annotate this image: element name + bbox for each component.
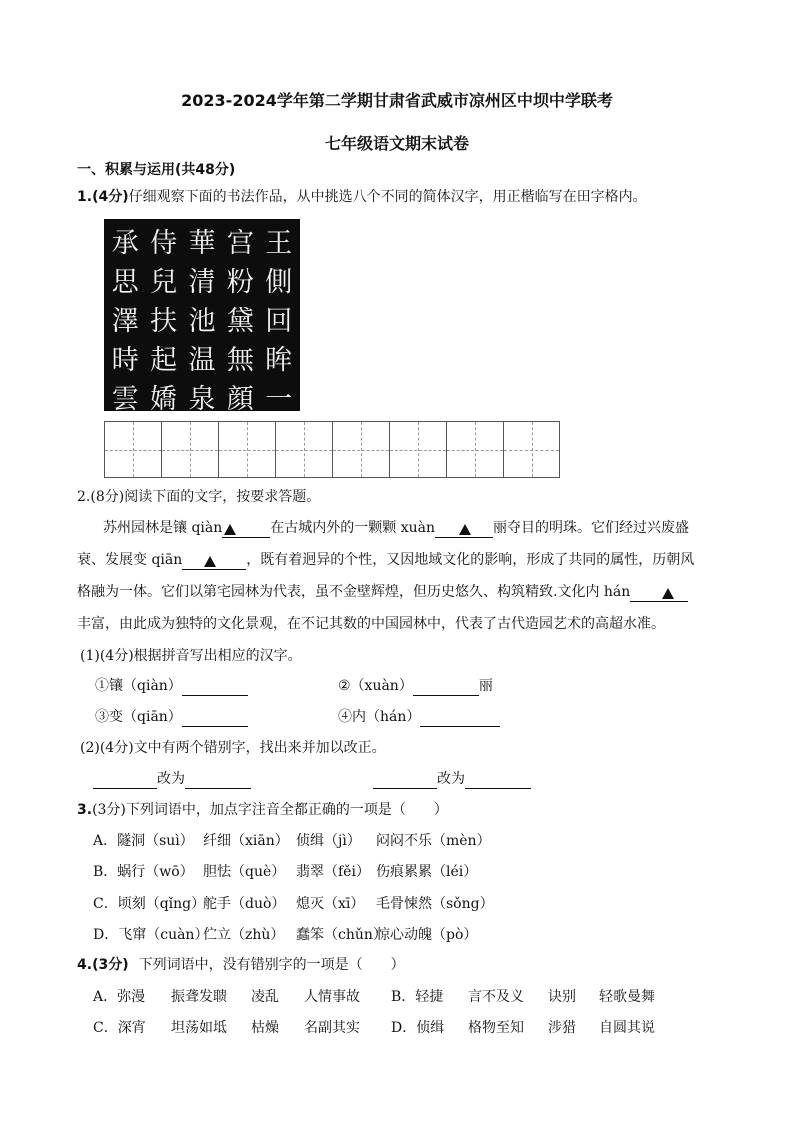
calligraphy-char: 眸 [265,345,293,376]
q4-score: (3分) [92,957,129,973]
q3-option-word: 胆怯（què） [203,864,286,880]
q4-option-word: 自圆其说 [599,1020,655,1036]
passage-text: 丽夺目的明珠。它们经过兴废盛 [493,520,689,536]
calligraphy-artwork [104,219,300,415]
q4-option-word: 凌乱 [251,989,279,1005]
passage-line-4: 丰富，由此成为独特的文化景观，在不记其数的中国园林中，代表了古代造园艺术的高超水准。 [77,616,665,632]
tian-grid [104,421,560,478]
q4-option-word: 枯燥 [251,1020,279,1036]
calligraphy-char: 温 [188,345,216,376]
q3-number: 3. [77,802,93,818]
q3-stem [77,800,448,820]
q3-option-word: 蠢笨（chǔn） [296,927,387,943]
wrong-char-blank[interactable] [93,772,157,789]
q3-option-word: 伤痕累累（léi） [376,864,478,880]
tian-grid-cell[interactable] [218,421,275,478]
pinyin-item: ③变（qiān） [95,709,182,725]
q4-option-word: 振聋发聩 [171,989,227,1005]
calligraphy-char: 池 [188,306,216,337]
calligraphy-char: 王 [265,228,293,259]
q4-option[interactable]: C．深宵 [93,1020,146,1036]
q4-option[interactable]: B．轻捷 [391,989,444,1005]
pinyin-item: ①镶（qiàn） [95,678,182,694]
blank-qian2[interactable] [182,553,246,570]
q3-option-B[interactable]: B．蜗行（wō） [93,864,194,880]
q3-option-D[interactable]: D．飞窜（cuàn） [93,927,209,943]
q3-option-word: 纤细（xiān） [203,833,289,849]
triangle-icon [204,556,216,567]
calligraphy-char: 嬌 [150,384,178,415]
tian-grid-cell[interactable] [389,421,446,478]
blank-qian[interactable] [222,521,270,538]
passage-line-3 [77,582,688,602]
tian-grid-cell[interactable] [332,421,389,478]
q3-option-word: 翡翠（fěi） [296,864,370,880]
q1-stem [77,187,647,207]
wrong-char-blank[interactable] [373,772,437,789]
q3-option-word: 熄灭（xī） [296,896,365,912]
calligraphy-char: 側 [265,267,293,298]
calligraphy-char: 黛 [226,306,254,337]
q4-option-word: 格物至知 [468,1020,524,1036]
q1-score: (4分) [92,189,129,205]
q3-option-word: 舵手（duò） [203,896,286,912]
pinyin-item: ④内（hán） [338,709,421,725]
q3-text: 下列词语中，加点字注音全都正确的一项是（ ） [125,802,448,818]
tian-grid-cell[interactable] [104,421,161,478]
q3-option-A[interactable]: A．隧洞（suì） [93,833,194,849]
calligraphy-char: 清 [188,267,216,298]
calligraphy-char: 粉 [226,267,254,298]
q4-stem [77,955,405,975]
passage-text: 在古城内外的一颗颗 xuàn [270,520,435,536]
q3-option-word: 侦缉（jì） [296,833,361,849]
section-heading: 一、积累与运用(共48分) [77,162,236,178]
q4-option-word: 名副其实 [304,1020,360,1036]
calligraphy-char: 承 [111,228,139,259]
calligraphy-char: 侍 [150,228,178,259]
passage-text: 衰、发展变 qiān [77,552,183,568]
triangle-icon [459,524,471,535]
q2-sub2-label: (2)(4分)文中有两个错别字，找出来并加以改正。 [80,740,386,756]
q2-sub1-a [95,676,248,696]
calligraphy-char: 回 [265,306,293,337]
q4-option[interactable]: D．侦缉 [391,1020,445,1036]
triangle-icon [224,524,236,535]
q2-stem [77,487,320,507]
calligraphy-char: 雲 [111,384,139,415]
passage-line-2 [77,550,694,570]
answer-blank[interactable] [182,679,248,696]
q2-number: 2. [77,489,91,505]
passage-text: 格融为一体。它们以第宅园林为代表，虽不金壁辉煌，但历史悠久、构筑精致.文化内 hán [77,584,631,600]
q4-option[interactable]: A．弥漫 [93,989,146,1005]
exam-title-line1: 2023-2024学年第二学期甘肃省武威市凉州区中坝中学联考 [181,91,613,110]
blank-xuan[interactable] [435,521,493,538]
calligraphy-char: 起 [150,345,178,376]
answer-blank[interactable] [413,679,479,696]
calligraphy-char: 澤 [111,306,139,337]
passage-line-1 [103,518,689,538]
tian-grid-cell[interactable] [275,421,332,478]
q4-option-word: 诀别 [548,989,576,1005]
q2-score: (8分) [90,489,125,505]
change-word: 改为 [437,771,465,787]
q2-sub1-b [338,676,493,696]
calligraphy-char: 時 [111,345,139,376]
change-word: 改为 [157,771,185,787]
q3-option-word: 毛骨悚然（sǒng） [376,896,494,912]
q4-number: 4. [77,957,93,973]
exam-title-line2: 七年级语文期末试卷 [324,134,469,153]
q3-option-C[interactable]: C．顷刻（qǐng） [93,896,206,912]
passage-text: 苏州园林是镶 qiàn [103,520,223,536]
tian-grid-cell[interactable] [503,421,560,478]
q4-option-word: 坦荡如坻 [171,1020,227,1036]
q1-text: 仔细观察下面的书法作品，从中挑选八个不同的简体汉字，用正楷临写在田字格内。 [128,189,647,205]
calligraphy-char: 泉 [188,384,216,415]
q2-sub1-c [95,707,248,727]
q2-sub2-row-right [373,769,531,789]
q3-option-word: 闷闷不乐（mèn） [376,833,491,849]
correct-char-blank[interactable] [185,772,251,789]
q4-option-word: 人情事故 [304,989,360,1005]
calligraphy-char: 顔 [226,384,254,415]
calligraphy-char: 一 [265,384,293,415]
calligraphy-char: 無 [226,345,254,376]
calligraphy-char: 兒 [150,267,178,298]
calligraphy-char: 扶 [150,306,178,337]
pinyin-suffix: 丽 [478,678,493,694]
q2-text: 阅读下面的文字，按要求答题。 [124,489,321,505]
q4-option-word: 言不及义 [468,989,524,1005]
q2-sub1-d [338,707,500,727]
blank-han[interactable] [630,585,688,602]
triangle-icon [662,588,674,599]
q4-text: 下列词语中，没有错别字的一项是（ ） [138,957,405,973]
q3-option-word: 惊心动魄（pò） [376,927,478,943]
pinyin-item: ②（xuàn） [338,678,413,694]
calligraphy-char: 華 [188,228,216,259]
q2-sub2-row-left [93,769,251,789]
q4-option-word: 轻歌曼舞 [599,989,655,1005]
q4-option-word: 涉猎 [548,1020,576,1036]
answer-blank[interactable] [420,710,500,727]
passage-text: ，既有着迥异的个性，又因地域文化的影响，形成了共同的属性，历朝风 [246,552,695,568]
tian-grid-cell[interactable] [161,421,218,478]
calligraphy-char: 宫 [226,228,254,259]
tian-grid-cell[interactable] [446,421,503,478]
q3-score: (3分) [92,802,126,818]
q3-option-word: 伫立（zhù） [203,927,285,943]
q2-sub1-label: (1)(4分)根据拼音写出相应的汉字。 [80,648,302,664]
q1-number: 1. [77,189,93,205]
answer-blank[interactable] [182,710,248,727]
calligraphy-char: 思 [111,267,139,298]
correct-char-blank[interactable] [465,772,531,789]
